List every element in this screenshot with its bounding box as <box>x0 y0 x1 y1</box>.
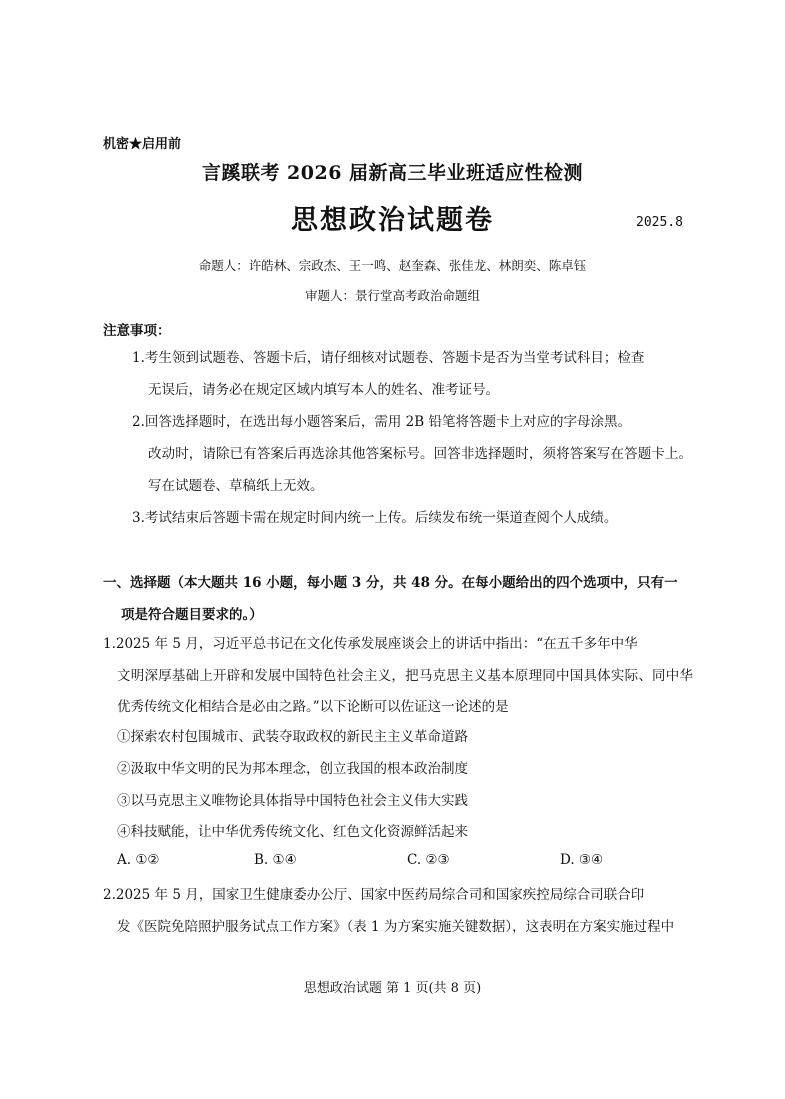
notice-item-2-continuation: 改动时，请除已有答案后再选涂其他答案标号。回答非选择题时，须将答案写在答题卡上。写在试题卷、草稿纸上无效。 <box>148 446 692 494</box>
notice-item-1-first-line: 1.考生领到试题卷、答题卡后，请仔细核对试题卷、答题卡是否为当堂考试科目；检查 <box>132 350 645 366</box>
notice-item-2-first-line: 2.回答选择题时，在选出每小题答案后，需用 2B 铅笔将答题卡上对应的字母涂黑。 <box>132 414 631 430</box>
reviewers-line: 审题人：景行堂高考政治命题组 <box>304 288 480 303</box>
section-heading-first-line: 一、选择题（本大题共 16 小题，每小题 3 分，共 48 分。在每小题给出的四个选项中，只有一 <box>103 575 678 591</box>
question-1-statement-1: ①探索农村包围城市、武装夺取政权的新民主主义革命道路 <box>117 729 468 745</box>
section-heading <box>103 567 693 631</box>
subject-title: 思想政治试题卷 <box>291 205 494 236</box>
question-1-option-b: B. ①④ <box>254 852 297 868</box>
page-footer: 思想政治试题 第 1 页(共 8 页) <box>303 981 482 996</box>
question-1-statement-4: ④科技赋能，让中华优秀传统文化、红色文化资源鲜活起来 <box>117 824 468 840</box>
question-2-first-line: 2.2025 年 5 月，国家卫生健康委办公厅、国家中医药局综合司和国家疾控局综合司联合印 <box>103 887 645 903</box>
question-1-statement-3: ③以马克思主义唯物论具体指导中国特色社会主义伟大实践 <box>117 793 468 809</box>
notice-heading: 注意事项： <box>103 323 171 339</box>
authors-line: 命题人：许皓林、宗政杰、王一鸣、赵奎森、张佳龙、林朗奕、陈卓钰 <box>198 258 587 273</box>
question-2-continuation: 发《医院免陪照护服务试点工作方案》（表 1 为方案实施关键数据），这表明在方案实施过程中 <box>117 918 675 935</box>
section-heading-continuation: 项是符合题目要求的。） <box>121 607 263 623</box>
question-1-option-a: A. ①② <box>117 852 160 868</box>
notice-item-3 <box>132 502 692 534</box>
notice-item-3-first-line: 3.考试结束后答题卡需在规定时间内统一上传。后续发布统一渠道查阅个人成绩。 <box>132 510 618 526</box>
confidential-label: 机密★启用前 <box>103 137 182 152</box>
question-1-stem <box>103 629 693 724</box>
exam-title: 言蹊联考 2026 届新高三毕业班适应性检测 <box>201 162 584 184</box>
question-1-statement-2: ②汲取中华文明的民为邦本理念，创立我国的根本政治制度 <box>117 761 468 777</box>
question-1-option-c: C. ②③ <box>407 852 450 868</box>
exam-date: 2025.8 <box>636 215 683 230</box>
notice-item-2 <box>132 406 692 502</box>
question-1-option-d: D. ③④ <box>560 852 604 868</box>
notice-item-1-continuation: 无误后，请务必在规定区域内填写本人的姓名、准考证号。 <box>148 382 499 398</box>
question-1-continuation: 文明深厚基础上开辟和发展中国特色社会主义，把马克思主义基本原理同中国具体实际、同中华优秀传统文化相结合是必由之路。”以下论断可以佐证这一论述的是 <box>117 667 693 715</box>
notice-item-1 <box>132 342 692 406</box>
question-1-first-line: 1.2025 年 5 月，习近平总书记在文化传承发展座谈会上的讲话中指出：“在五千多年中华 <box>103 636 638 652</box>
question-2-stem <box>103 880 693 943</box>
